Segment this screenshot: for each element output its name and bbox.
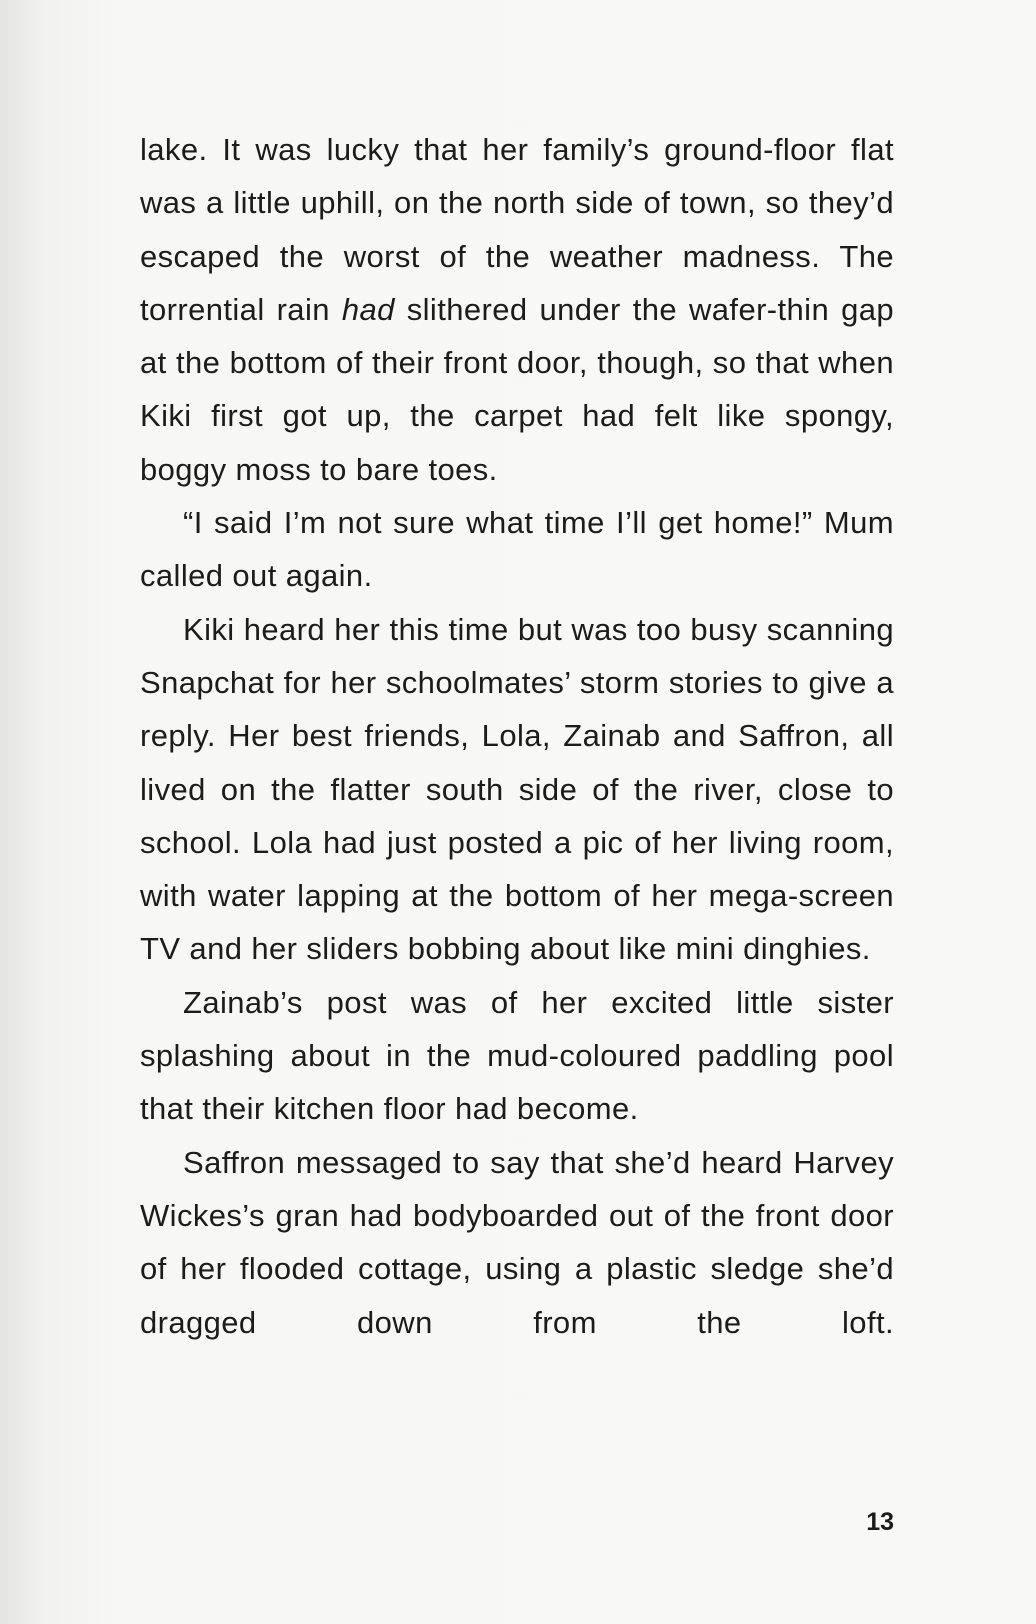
paragraph-1-end: slithered under the wafer-thin gap at the bottom of their front door, though, so that when Kiki first got up, the carpet had felt like spongy, boggy moss to bare toes. — [140, 291, 894, 487]
paragraph-5: Saffron messaged to say that she’d heard Harvey Wickes’s gran had bodyboarded out of the front door of her flooded cottage, using a plastic sledge she’d dragged down from the loft. — [140, 1144, 894, 1340]
paragraph-1-start: lake. It was lucky that her family’s ground-floor flat was a little uphill, on the north side of town, so they’d escaped the worst of the weather madness. The torrential rain — [140, 132, 894, 327]
emphasis-had: had — [341, 291, 395, 327]
paragraph-2: “I said I’m not sure what time I’ll get home!” Mum called out again. — [140, 505, 894, 594]
paragraph-1 — [140, 123, 894, 496]
paragraph-4: Zainab’s post was of her excited little sister splashing about in the mud-coloured paddling pool that their kitchen floor had become. — [140, 984, 894, 1127]
page-number: 13 — [866, 1508, 894, 1536]
body-text — [140, 123, 894, 1349]
paragraph-3: Kiki heard her this time but was too busy scanning Snapchat for her schoolmates’ storm stories to give a reply. Her best friends, Lola, Zainab and Saffron, all lived on the flatter south side of the river, close to school. Lola had just posted a pic of her living room, with water lapping at the bottom of her mega-screen TV and her sliders bobbing about like mini dinghies. — [140, 611, 894, 967]
